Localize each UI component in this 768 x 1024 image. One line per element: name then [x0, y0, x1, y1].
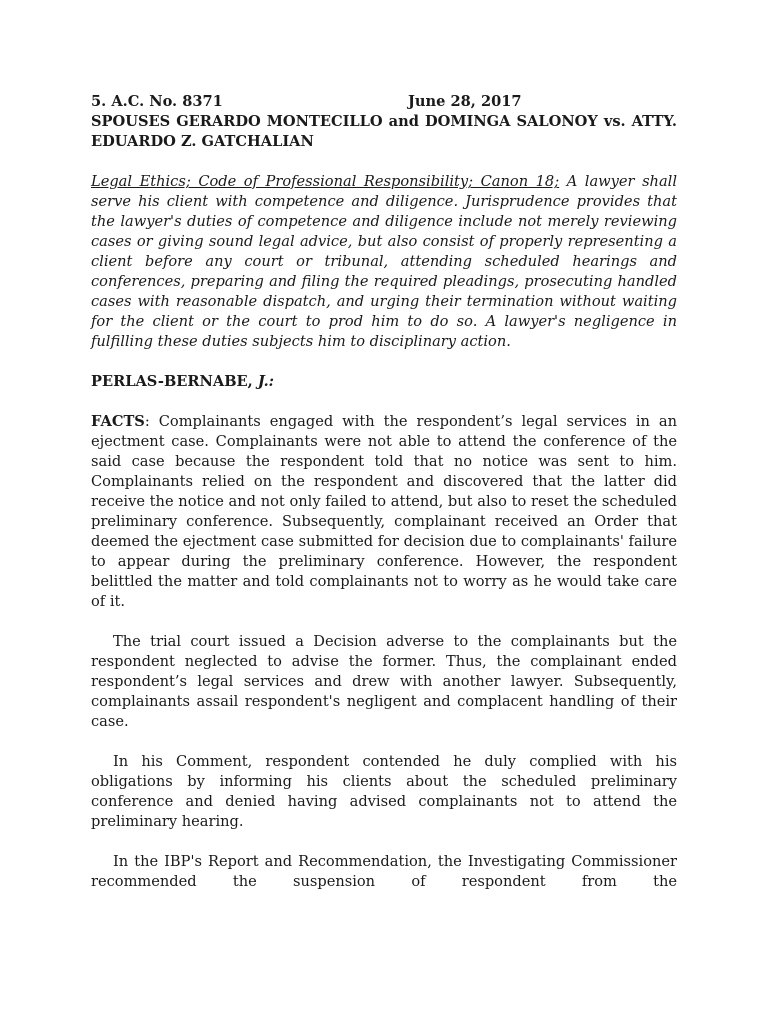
syllabus-paragraph — [91, 172, 677, 352]
syllabus-topic: Legal Ethics; Code of Professional Responsibility; Canon 18; — [91, 173, 560, 190]
case-title: SPOUSES GERARDO MONTECILLO and DOMINGA SALONOY vs. ATTY. EDUARDO Z. GATCHALIAN — [91, 113, 677, 150]
ponente-line — [91, 372, 677, 392]
syllabus-text: A lawyer shall serve his client with competence and diligence. Jurisprudence provides that the lawyer's duties of competence and diligence include not merely reviewing cases or giving sound legal advice, but also consist of properly representing a client before any court or tribunal, attending scheduled hearings and conferences, preparing and filing the required pleadings, prosecuting handled cases with reasonable dispatch, and urging their termination without waiting for the client or the court to prod him to do so. A lawyer's negligence in fulfilling these duties subjects him to disciplinary action. — [91, 173, 677, 350]
spacer — [91, 832, 677, 852]
facts-text: : Complainants engaged with the respondent’s legal services in an ejectment case. Complainants were not able to attend the conference of the said case because the respondent told that no notice was sent to him. Complainants relied on the respondent and discovered that the latter did receive the notice and not only failed to attend, but also to reset the scheduled preliminary conference. Subsequently, complainant received an Order that deemed the ejectment case submitted for decision due to complainants' failure to appear during the preliminary conference. However, the respondent belittled the matter and told complainants not to worry as he would take care of it. — [91, 413, 677, 610]
case-header — [91, 92, 677, 112]
ponente-suffix: J.: — [257, 373, 275, 390]
document-page — [91, 92, 677, 892]
case-date: June 28, 2017 — [408, 93, 522, 110]
body-paragraph: The trial court issued a Decision adverse to the complainants but the respondent neglected to advise the former. Thus, the complainant ended respondent’s legal services and drew with another lawyer. Subsequently, complainants assail respondent's negligent and complacent handling of their case. — [91, 633, 677, 730]
spacer — [91, 152, 677, 172]
spacer — [91, 612, 677, 632]
ponente-name: PERLAS-BERNABE, — [91, 373, 258, 390]
spacer — [91, 352, 677, 372]
body-paragraph: In his Comment, respondent contended he duly complied with his obligations by informing his clients about the scheduled preliminary conference and denied having advised complainants not to attend the preliminary hearing. — [91, 753, 677, 830]
spacer — [91, 732, 677, 752]
spacer — [91, 392, 677, 412]
case-number: 5. A.C. No. 8371 — [91, 93, 223, 110]
facts-paragraph — [91, 412, 677, 612]
facts-label: FACTS — [91, 413, 145, 430]
body-paragraph: In the IBP's Report and Recommendation, the Investigating Commissioner recommended the suspension of respondent from the — [91, 853, 677, 890]
